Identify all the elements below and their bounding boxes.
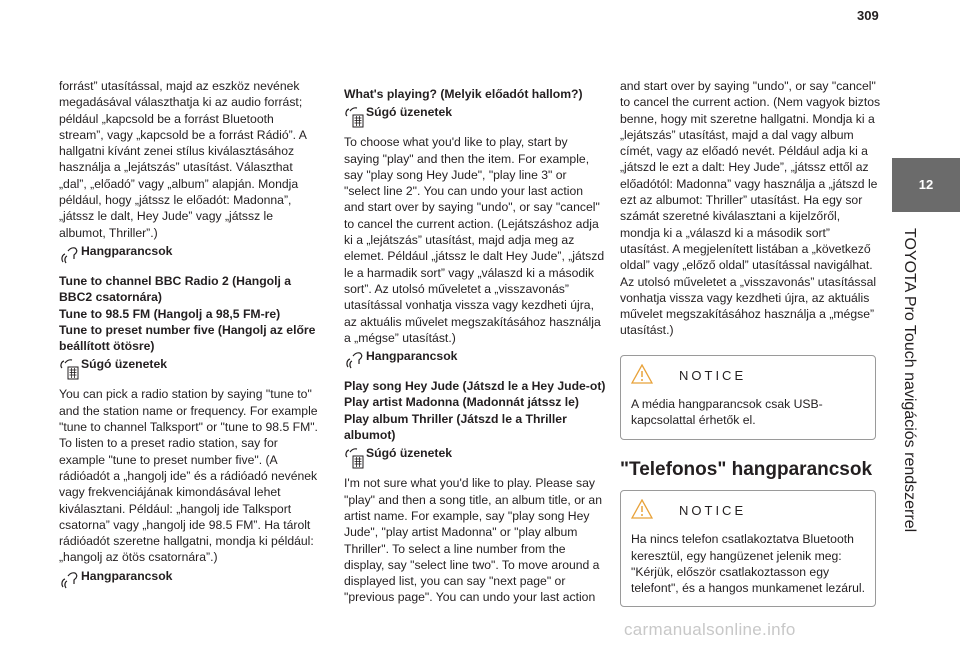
notice-header xyxy=(631,364,865,388)
command-line: Tune to preset number five (Hangolj az előre beállított ötösre) xyxy=(59,322,316,354)
command-line: Play album Thriller (Játszd le a Thriller albumot) xyxy=(344,411,567,443)
voice-commands-label: Hangparancsok xyxy=(81,568,173,583)
voice-command-icon xyxy=(59,570,79,592)
notice-box-2 xyxy=(620,490,876,607)
section-title: "Telefonos" hangparancsok xyxy=(620,458,873,480)
voice-command-icon xyxy=(344,350,364,372)
notice-title: NOTICE xyxy=(679,502,747,518)
notice-text: A média hangparancsok csak USB-kapcsolattal érhetők el. xyxy=(631,397,823,428)
voice-commands-label: Hangparancsok xyxy=(366,349,458,364)
col3-paragraph-1: and start over by saying "undo", or say "cancel" to cancel the current action. (Nem vagyok biztos benne, hogy mit szeretne hallgatni. Mondja ki a „lejátszás” utasítást, majd a dal vagy album címét, vagy az előadó nevét. Például adja ki a „játszd le ezt a dalt: Hey Jude”, „játssz ettől az előadótól: Madonna” vagy használja a „játszd le ezt az albumot: Thriller” utasítást. Ha egy sor számát szeretné kiválasztani a kijelzőről, mondja ki a „válaszd ki a második sort” utasítást. A megjelenített listában a „következő oldal” vagy „előző oldal” utasítással navigálhat. Az utolsó műveletet a „visszavonás” utasítással vonhatja vissza vagy kezdheti újra, az aktuális művelet megszakításához használja a „mégse” utasítást.) xyxy=(620,79,881,338)
command-line: Play song Hey Jude (Játszd le a Hey Jude-ot) xyxy=(344,379,606,394)
column-2 xyxy=(344,86,606,606)
help-messages-label: Súgó üzenetek xyxy=(366,446,453,461)
col1-paragraph-1: forrást” utasítással, majd az eszköz nevének megadásával választhatja ki az audio forrást; például „kapcsold be a forrást Bluetooth stream”, vagy „kapcsold be a forrást Rádió”. A hallgatni kívánt zenei stílus kiválasztásához használja a „lejátszás” utasítást. Választhat „dal”, „előadó” vagy „album” alapján. Mondja például, hogy „játssz le előadót: Madonna”, „játssz le dalt, Hey Jude” vagy „játssz le albumot, Thriller”.) xyxy=(59,79,307,240)
notice-title: NOTICE xyxy=(679,367,747,383)
section-heading: What's playing? (Melyik előadót hallom?) xyxy=(344,87,583,101)
command-line: Play artist Madonna (Madonnát játssz le) xyxy=(344,395,579,410)
help-messages-label: Súgó üzenetek xyxy=(366,105,453,120)
col1-paragraph-2: You can pick a radio station by saying "tune to" and the station name or frequency. For example "tune to channel Talksport" or "tune to 98.5 FM". To listen to a preset radio station, say for example "tune to preset number five". (A rádióadót a „hangolj ide” és a rádióadó nevének vagy frekvenciájának kimondásával lehet kiválasztani. Például: „hangolj ide Talksport csatorna” vagy „hangolj ide 98.5 FM”. Ha tárolt rádióadót szeretne hallgatni, mondja ki például: „hangolj az ötös csatornára”.) xyxy=(59,387,318,565)
help-messages-row-1 xyxy=(59,356,321,380)
watermark-link[interactable]: carmanualsonline.info xyxy=(624,620,796,639)
help-message-icon xyxy=(344,106,364,128)
command-line: Tune to channel BBC Radio 2 (Hangolj a BBC2 csatornára) xyxy=(59,273,292,305)
chapter-tab[interactable]: 12 xyxy=(892,158,960,212)
command-line: Tune to 98.5 FM (Hangolj a 98,5 FM-re) xyxy=(59,306,281,321)
page-number: 309 xyxy=(857,8,879,23)
col2-paragraph-1: To choose what you'd like to play, start by saying "play" and then the item. For example, say "play song Hey Jude", "play line 3" or "select line 2". You can undo your last action and start over by saying "undo", or say "cancel" to cancel the current action. (Lejátszáshoz adja ki a „lejátszás” utasítást, majd adja meg az elemet. Például „játssz le dalt Hey Jude”, „játszd le a harmadik sort” vagy „válaszd ki a második sort”. Az utolsó műveletet a „visszavonás” utasítással vonhatja vissza vagy kezdheti újra, az aktuális művelet megszakításához használja a „mégse” utasítást.) xyxy=(344,135,605,345)
notice-box-1 xyxy=(620,355,876,440)
chapter-title xyxy=(896,228,922,568)
voice-commands-row-3 xyxy=(344,348,606,372)
column-3 xyxy=(620,78,882,607)
warning-triangle-icon xyxy=(631,364,653,388)
help-message-icon xyxy=(59,358,79,380)
help-messages-label: Súgó üzenetek xyxy=(81,357,168,372)
notice-header xyxy=(631,499,865,523)
help-messages-row-3 xyxy=(344,445,606,469)
voice-commands-label: Hangparancsok xyxy=(81,243,173,258)
column-1 xyxy=(59,78,321,598)
voice-commands-row-2 xyxy=(59,568,321,592)
chapter-title-text: TOYOTA Pro Touch navigációs rendszerrel xyxy=(901,228,918,533)
voice-commands-row-1 xyxy=(59,243,321,267)
help-message-icon xyxy=(344,447,364,469)
voice-command-icon xyxy=(59,245,79,267)
warning-triangle-icon xyxy=(631,499,653,523)
help-messages-row-2 xyxy=(344,104,606,128)
col2-paragraph-2: I'm not sure what you'd like to play. Please say "play" and then a song title, an album title, or an artist name. For example, say "play song Hey Jude", "play artist Madonna" or "play album Thriller". To select a line number from the display, say "select line two". To move around a displayed list, you can say "next page" or "previous page". You can undo your last action xyxy=(344,476,602,605)
notice-text: Ha nincs telefon csatlakoztatva Bluetooth keresztül, egy hangüzenet jelenik meg: "Kérjük, először csatlakoztasson egy telefont", és a hangos munkamenet lezárul. xyxy=(631,532,865,596)
